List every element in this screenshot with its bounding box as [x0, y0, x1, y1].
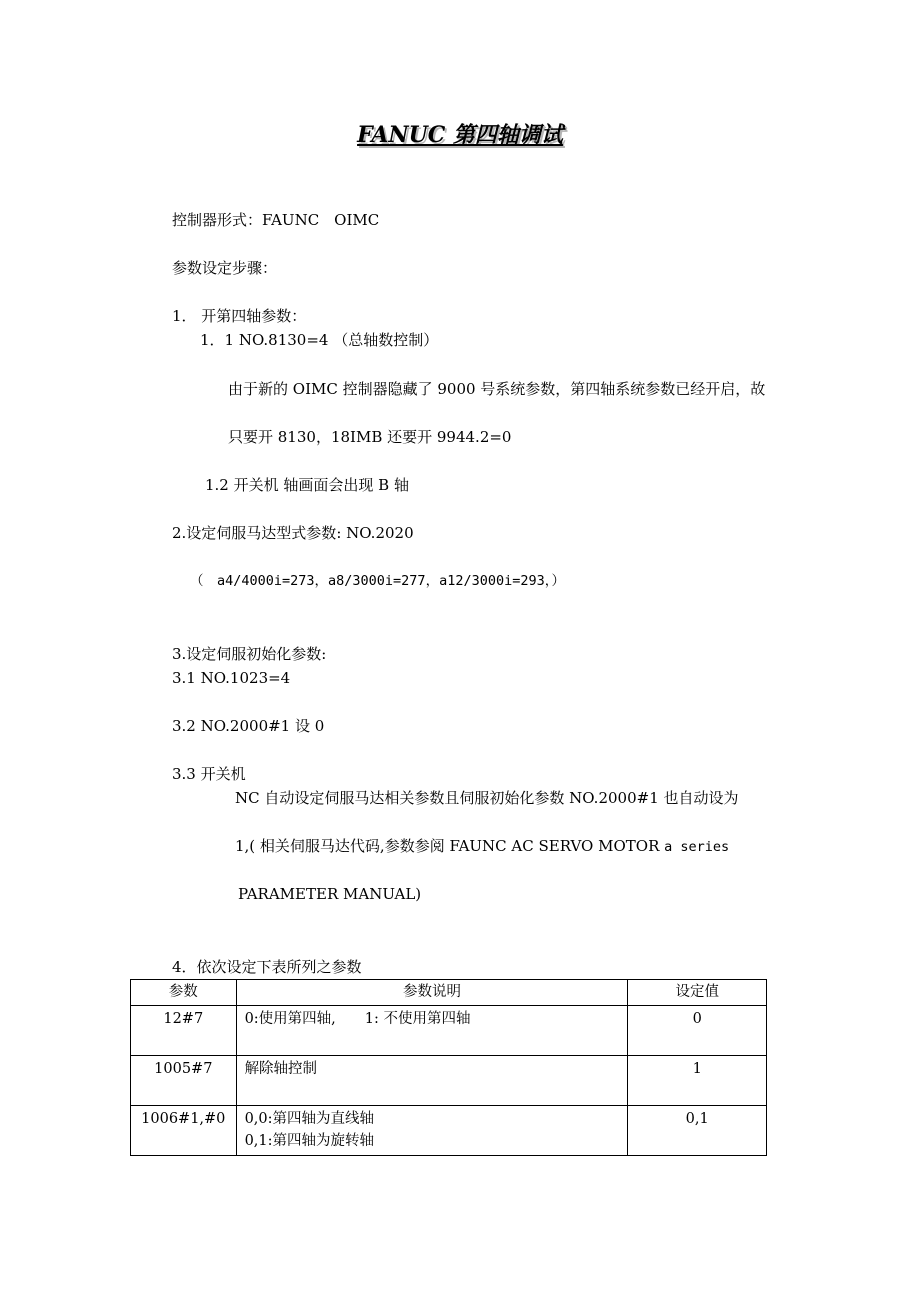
step-1-1-note-a: 由于新的 OIMC 控制器隐藏了 9000 号系统参数，第四轴系统参数已经开启，故 — [228, 380, 766, 398]
cell-value: 1 — [628, 1056, 767, 1106]
cell-param: 1005#7 — [131, 1056, 237, 1106]
cell-value: 0 — [628, 1006, 767, 1056]
table-row — [131, 1056, 767, 1106]
step-4-heading: 4．依次设定下表所列之参数 — [172, 958, 362, 976]
header-value: 设定值 — [628, 980, 767, 1006]
step-3-1: 3.1 NO.1023=4 — [172, 669, 291, 687]
cell-param: 12#7 — [131, 1006, 237, 1056]
cell-description-line: 解除轴控制 — [244, 1061, 318, 1077]
cell-param: 1006#1,#0 — [131, 1106, 237, 1156]
controller-type-line: 控制器形式：FAUNC OIMC — [172, 211, 380, 229]
table-header-row — [131, 980, 767, 1006]
cell-description-line: 0,0:第四轴为直线轴 — [244, 1111, 375, 1127]
step-3-3-note-b — [235, 836, 729, 857]
document-title: FANUC 第四轴调试 — [357, 122, 563, 148]
param-steps-heading: 参数设定步骤： — [172, 259, 278, 277]
step-2-heading: 2.设定伺服马达型式参数: NO.2020 — [172, 524, 414, 542]
step-1-2: 1.2 开关机 轴画面会出现 B 轴 — [205, 476, 409, 494]
step-1-1: 1．1 NO.8130=4 （总轴数控制） — [200, 331, 439, 349]
cell-description — [236, 1006, 628, 1056]
cell-description-line: 0,1:第四轴为旋转轴 — [244, 1133, 375, 1149]
step-3-2: 3.2 NO.2000#1 设 0 — [172, 717, 325, 735]
header-description: 参数说明 — [236, 980, 628, 1006]
cell-value: 0,1 — [628, 1106, 767, 1156]
step-1-heading: 1． 开第四轴参数： — [172, 307, 307, 325]
cell-description — [236, 1106, 628, 1156]
step-1-1-note-b: 只要开 8130，18IMB 还要开 9944.2=0 — [228, 428, 512, 446]
cell-description — [236, 1056, 628, 1106]
table-row — [131, 1006, 767, 1056]
step-2-note: （ a4/4000i=273，a8/3000i=277，a12/3000i=293，） — [190, 573, 565, 589]
step-3-3-note-c: PARAMETER MANUAL) — [238, 885, 422, 903]
step-3-3-note-a: NC 自动设定伺服马达相关参数且伺服初始化参数 NO.2000#1 也自动设为 — [235, 789, 739, 807]
header-param: 参数 — [131, 980, 237, 1006]
step-3-heading: 3.设定伺服初始化参数: — [172, 645, 327, 663]
table-row — [131, 1106, 767, 1156]
parameter-table — [130, 979, 767, 1156]
cell-description-line: 0:使用第四轴, 1: 不使用第四轴 — [244, 1011, 471, 1027]
step-3-3: 3.3 开关机 — [172, 765, 246, 783]
step-3-3-note-b-series: a series — [664, 839, 730, 855]
step-3-3-note-b-text: 1,( 相关伺服马达代码,参数参阅 FAUNC AC SERVO MOTOR — [235, 837, 660, 855]
